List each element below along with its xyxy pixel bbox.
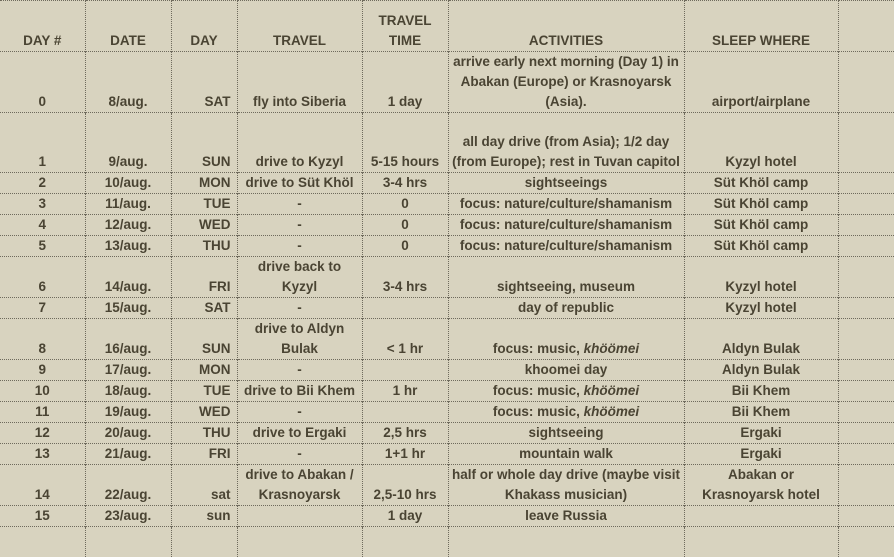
empty-cell[interactable] (171, 527, 237, 557)
activities-text: focus: nature/culture/shamanism (460, 217, 672, 232)
weekday-cell[interactable]: TUE (171, 381, 237, 402)
weekday-cell[interactable]: MON (171, 173, 237, 194)
empty-cell[interactable] (838, 52, 894, 113)
header-date[interactable]: DATE (85, 1, 171, 52)
table-row (0, 465, 894, 506)
empty-cell[interactable] (448, 527, 684, 557)
weekday-cell[interactable]: THU (171, 236, 237, 257)
table-row (0, 194, 894, 215)
header-travel-time[interactable]: TRAVEL TIME (362, 1, 448, 52)
empty-cell[interactable] (838, 360, 894, 381)
sleep-where-cell[interactable]: Kyzyl hotel (684, 113, 838, 173)
empty-cell[interactable] (838, 381, 894, 402)
activities-cell[interactable] (448, 52, 684, 113)
table-row (0, 360, 894, 381)
travel-time-cell[interactable]: 3-4 hrs (362, 257, 448, 298)
weekday-cell[interactable]: SAT (171, 52, 237, 113)
table-row (0, 236, 894, 257)
activities-text: all day drive (from Asia); 1/2 day (from Europe); rest in Tuvan capitol (452, 134, 680, 169)
travel-time-cell[interactable]: 1 day (362, 506, 448, 527)
activities-text: day of republic (518, 300, 614, 315)
day-number-cell[interactable]: 15 (0, 506, 85, 527)
activities-text: focus: music, (493, 341, 584, 356)
sleep-where-cell[interactable]: Bii Khem (684, 381, 838, 402)
sleep-where-cell[interactable] (684, 506, 838, 527)
activities-text: half or whole day drive (maybe visit Khakass musician) (452, 467, 680, 502)
empty-cell[interactable] (237, 527, 362, 557)
travel-time-cell[interactable]: 5-15 hours (362, 113, 448, 173)
day-number-cell[interactable]: 2 (0, 173, 85, 194)
weekday-cell[interactable]: WED (171, 215, 237, 236)
sleep-where-cell[interactable]: Aldyn Bulak (684, 319, 838, 360)
empty-row (0, 527, 894, 557)
date-cell[interactable]: 8/aug. (85, 52, 171, 113)
day-number-cell[interactable]: 0 (0, 52, 85, 113)
activities-text: sightseeing, museum (497, 279, 635, 294)
travel-time-cell[interactable]: 2,5 hrs (362, 423, 448, 444)
activities-cell[interactable] (448, 173, 684, 194)
table-row (0, 402, 894, 423)
travel-cell[interactable]: drive to Ergaki (237, 423, 362, 444)
empty-cell[interactable] (838, 423, 894, 444)
travel-time-cell[interactable]: 0 (362, 194, 448, 215)
day-number-cell[interactable]: 10 (0, 381, 85, 402)
sleep-where-cell[interactable]: airport/airplane (684, 52, 838, 113)
activities-cell[interactable] (448, 257, 684, 298)
table-row (0, 423, 894, 444)
date-cell[interactable]: 10/aug. (85, 173, 171, 194)
activities-text: mountain walk (519, 446, 613, 461)
activities-cell[interactable] (448, 360, 684, 381)
date-cell[interactable]: 18/aug. (85, 381, 171, 402)
activities-cell[interactable] (448, 402, 684, 423)
empty-cell[interactable] (838, 298, 894, 319)
travel-cell[interactable]: - (237, 236, 362, 257)
travel-time-cell[interactable] (362, 360, 448, 381)
activities-text: focus: music, (493, 404, 584, 419)
activities-cell[interactable] (448, 319, 684, 360)
empty-cell[interactable] (362, 527, 448, 557)
weekday-cell[interactable]: THU (171, 423, 237, 444)
activities-text: sightseeing (528, 425, 603, 440)
sleep-where-cell[interactable]: Abakan or Krasnoyarsk hotel (684, 465, 838, 506)
travel-time-cell[interactable]: 3-4 hrs (362, 173, 448, 194)
empty-cell[interactable] (838, 236, 894, 257)
date-cell[interactable]: 15/aug. (85, 298, 171, 319)
table-row (0, 52, 894, 113)
weekday-cell[interactable]: SUN (171, 113, 237, 173)
empty-cell[interactable] (684, 527, 838, 557)
date-cell[interactable]: 11/aug. (85, 194, 171, 215)
travel-time-cell[interactable] (362, 402, 448, 423)
table-row (0, 506, 894, 527)
weekday-cell[interactable]: FRI (171, 257, 237, 298)
weekday-cell[interactable]: WED (171, 402, 237, 423)
day-number-cell[interactable]: 11 (0, 402, 85, 423)
activities-cell[interactable] (448, 423, 684, 444)
sleep-where-cell[interactable]: Süt Khöl camp (684, 173, 838, 194)
weekday-cell[interactable]: SUN (171, 319, 237, 360)
empty-cell[interactable] (838, 194, 894, 215)
weekday-cell[interactable]: TUE (171, 194, 237, 215)
empty-cell[interactable] (838, 1, 894, 52)
activities-cell[interactable] (448, 236, 684, 257)
activities-text: focus: nature/culture/shamanism (460, 196, 672, 211)
activities-cell[interactable] (448, 298, 684, 319)
weekday-cell[interactable]: sun (171, 506, 237, 527)
sleep-where-cell[interactable]: Süt Khöl camp (684, 236, 838, 257)
header-travel[interactable]: TRAVEL (237, 1, 362, 52)
activities-emphasis: khöömei (584, 383, 640, 398)
date-cell[interactable]: 12/aug. (85, 215, 171, 236)
weekday-cell[interactable]: SAT (171, 298, 237, 319)
empty-cell[interactable] (838, 527, 894, 557)
activities-text: sightseeings (525, 175, 608, 190)
activities-cell[interactable] (448, 113, 684, 173)
empty-cell[interactable] (838, 319, 894, 360)
travel-cell[interactable]: drive back to Kyzyl (237, 257, 362, 298)
date-cell[interactable]: 20/aug. (85, 423, 171, 444)
empty-cell[interactable] (838, 113, 894, 173)
day-number-cell[interactable]: 14 (0, 465, 85, 506)
empty-cell[interactable] (838, 465, 894, 506)
activities-text: khoomei day (525, 362, 608, 377)
activities-cell[interactable] (448, 381, 684, 402)
travel-time-cell[interactable]: 0 (362, 236, 448, 257)
day-number-cell[interactable]: 8 (0, 319, 85, 360)
activities-cell[interactable] (448, 465, 684, 506)
empty-cell[interactable] (0, 527, 85, 557)
empty-cell[interactable] (85, 527, 171, 557)
sleep-where-cell[interactable]: Ergaki (684, 444, 838, 465)
weekday-cell[interactable]: MON (171, 360, 237, 381)
date-cell[interactable]: 13/aug. (85, 236, 171, 257)
travel-cell[interactable]: - (237, 360, 362, 381)
day-number-cell[interactable]: 7 (0, 298, 85, 319)
sleep-where-cell[interactable]: Süt Khöl camp (684, 194, 838, 215)
sleep-where-cell[interactable]: Süt Khöl camp (684, 215, 838, 236)
sleep-where-cell[interactable]: Bii Khem (684, 402, 838, 423)
travel-cell[interactable]: drive to Kyzyl (237, 113, 362, 173)
empty-cell[interactable] (838, 257, 894, 298)
travel-time-cell[interactable]: 2,5-10 hrs (362, 465, 448, 506)
date-cell[interactable]: 17/aug. (85, 360, 171, 381)
table-row (0, 113, 894, 173)
activities-cell[interactable] (448, 194, 684, 215)
travel-cell[interactable]: drive to Aldyn Bulak (237, 319, 362, 360)
travel-cell[interactable] (237, 506, 362, 527)
activities-emphasis: khöömei (584, 404, 640, 419)
travel-cell[interactable]: drive to Bii Khem (237, 381, 362, 402)
travel-cell[interactable]: fly into Siberia (237, 52, 362, 113)
date-cell[interactable]: 14/aug. (85, 257, 171, 298)
travel-time-cell[interactable]: < 1 hr (362, 319, 448, 360)
activities-cell[interactable] (448, 444, 684, 465)
table-row (0, 319, 894, 360)
activities-emphasis: khöömei (584, 341, 640, 356)
day-number-cell[interactable]: 3 (0, 194, 85, 215)
day-number-cell[interactable]: 4 (0, 215, 85, 236)
empty-cell[interactable] (838, 215, 894, 236)
date-cell[interactable]: 22/aug. (85, 465, 171, 506)
header-activities[interactable]: ACTIVITIES (448, 1, 684, 52)
travel-cell[interactable]: drive to Abakan / Krasnoyarsk (237, 465, 362, 506)
header-sleep-where[interactable]: SLEEP WHERE (684, 1, 838, 52)
travel-time-cell[interactable]: 1+1 hr (362, 444, 448, 465)
day-number-cell[interactable]: 6 (0, 257, 85, 298)
date-cell[interactable]: 23/aug. (85, 506, 171, 527)
sleep-where-cell[interactable]: Ergaki (684, 423, 838, 444)
table-row (0, 444, 894, 465)
activities-text: leave Russia (525, 508, 607, 523)
activities-text: arrive early next morning (Day 1) in Abakan (Europe) or Krasnoyarsk (Asia). (453, 54, 679, 109)
activities-text: focus: music, (493, 383, 584, 398)
day-number-cell[interactable]: 9 (0, 360, 85, 381)
sleep-where-cell[interactable]: Aldyn Bulak (684, 360, 838, 381)
date-cell[interactable]: 21/aug. (85, 444, 171, 465)
weekday-cell[interactable]: sat (171, 465, 237, 506)
travel-cell[interactable]: - (237, 402, 362, 423)
empty-cell[interactable] (838, 402, 894, 423)
empty-cell[interactable] (838, 173, 894, 194)
empty-cell[interactable] (838, 506, 894, 527)
header-row (0, 1, 894, 52)
table-row (0, 215, 894, 236)
header-day[interactable]: DAY (171, 1, 237, 52)
sleep-where-cell[interactable]: Kyzyl hotel (684, 298, 838, 319)
table-row (0, 173, 894, 194)
activities-cell[interactable] (448, 506, 684, 527)
day-number-cell[interactable]: 13 (0, 444, 85, 465)
travel-time-cell[interactable]: 1 hr (362, 381, 448, 402)
header-day-number[interactable]: DAY # (0, 1, 85, 52)
table-row (0, 257, 894, 298)
day-number-cell[interactable]: 12 (0, 423, 85, 444)
sleep-where-cell[interactable]: Kyzyl hotel (684, 257, 838, 298)
date-cell[interactable]: 9/aug. (85, 113, 171, 173)
travel-cell[interactable]: drive to Süt Khöl (237, 173, 362, 194)
empty-cell[interactable] (838, 444, 894, 465)
travel-time-cell[interactable]: 1 day (362, 52, 448, 113)
travel-cell[interactable]: - (237, 298, 362, 319)
travel-time-cell[interactable] (362, 298, 448, 319)
table-row (0, 381, 894, 402)
activities-text: focus: nature/culture/shamanism (460, 238, 672, 253)
table-row (0, 298, 894, 319)
date-cell[interactable]: 16/aug. (85, 319, 171, 360)
activities-cell[interactable] (448, 215, 684, 236)
day-number-cell[interactable]: 1 (0, 113, 85, 173)
travel-cell[interactable]: - (237, 215, 362, 236)
day-number-cell[interactable]: 5 (0, 236, 85, 257)
travel-cell[interactable]: - (237, 194, 362, 215)
travel-time-cell[interactable]: 0 (362, 215, 448, 236)
travel-cell[interactable]: - (237, 444, 362, 465)
date-cell[interactable]: 19/aug. (85, 402, 171, 423)
weekday-cell[interactable]: FRI (171, 444, 237, 465)
